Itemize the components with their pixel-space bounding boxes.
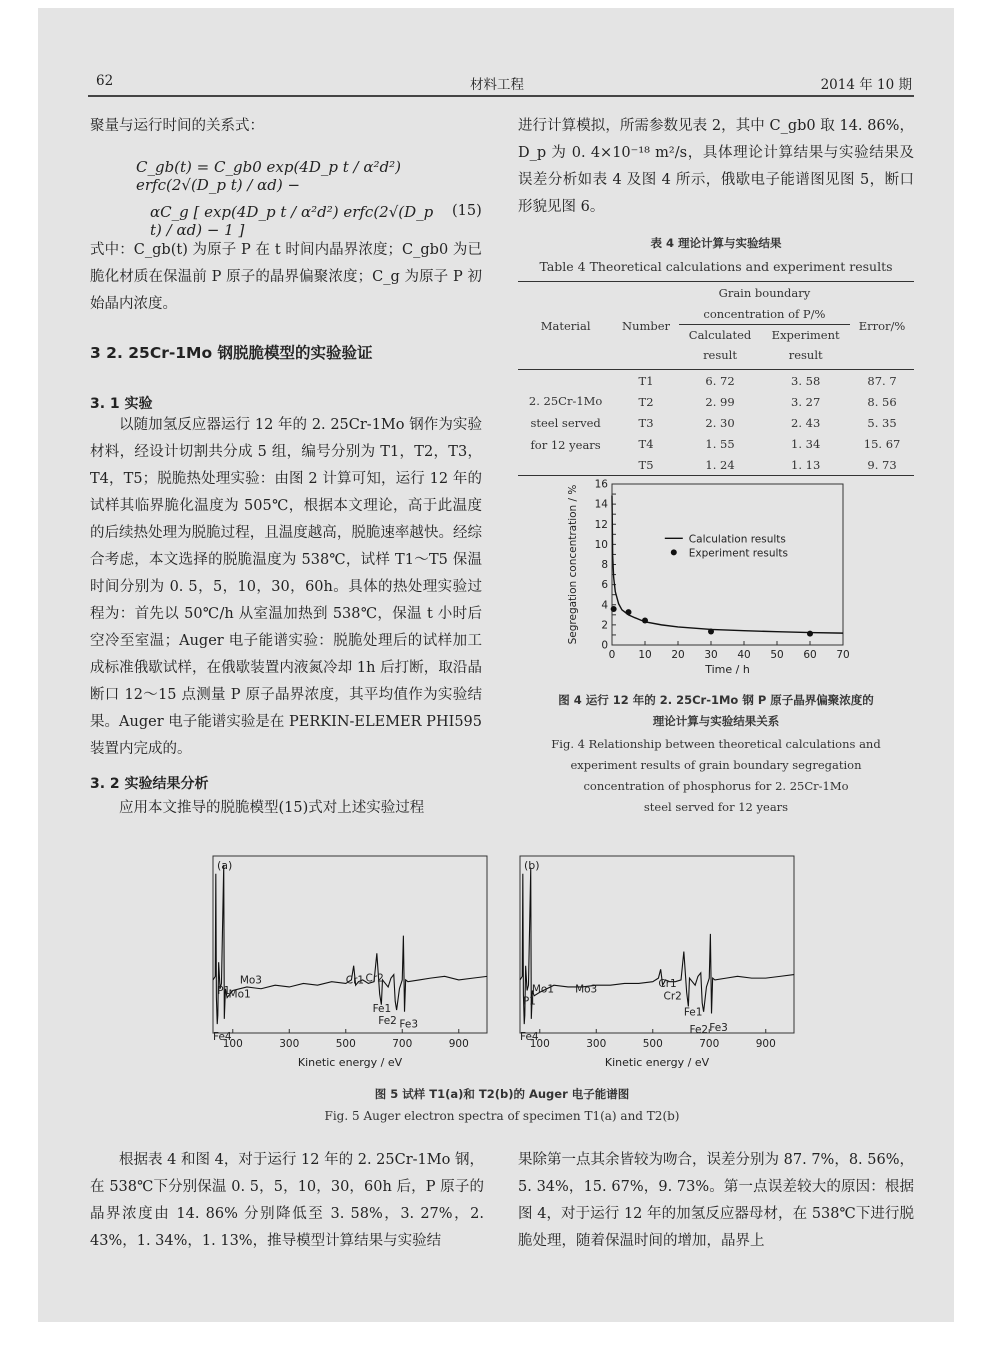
table4-cell-error: 87. 7 — [867, 373, 897, 388]
bottom-left-text: 根据表 4 和图 4，对于运行 12 年的 2. 25Cr-1Mo 钢，在 538℃下分别保温 0. 5，5，10，30，60h 后，P 原子的晶界浓度由 14. 86% 分别降低至 3. 58%，3. 27%，2. 43%，1. 34%，1. 13%，推导模型计算结果与实验结 — [90, 1152, 484, 1249]
table4-cell-exp: 2. 43 — [791, 415, 821, 430]
equation-15-line2: αC_g [ exp(4D_p t / α²d²) erfc(2√(D_p t) / αd) − 1 ] — [150, 203, 434, 239]
x-tick-label: 900 — [448, 1038, 469, 1050]
y-tick-label: 14 — [594, 498, 608, 511]
spectrum-frame — [520, 856, 794, 1033]
peak-label-fe3: Fe3 — [709, 1022, 728, 1035]
bottom-right-text: 果除第一点其余皆较为吻合，误差分别为 87. 7%，8. 56%，5. 34%，15. 67%，9. 73%。第一点误差较大的原因：根据图 4，对于运行 12 年的加氢反应器母材，在 538℃下进行脱脆处理，随着保温时间的增加，晶界上 — [518, 1152, 914, 1249]
table4-cell-calc: 2. 30 — [705, 415, 735, 430]
table4-header-number: Number — [622, 318, 671, 333]
table4-cell-exp: 1. 34 — [791, 436, 821, 451]
table4-header-calc-line1: Calculated — [688, 328, 752, 342]
x-tick-label: 100 — [529, 1038, 550, 1050]
peak-label-mo1: Mo1 — [531, 983, 555, 996]
x-tick-label: 300 — [279, 1038, 300, 1050]
fig4-caption-cn-1: 图 4 运行 12 年的 2. 25Cr-1Mo 钢 P 原子晶界偏聚浓度的 — [558, 693, 874, 707]
legend-dot-swatch — [671, 549, 677, 555]
table4-cell-calc: 1. 24 — [705, 457, 735, 472]
table4-cell-calc: 2. 99 — [705, 394, 735, 409]
table4-header-exp-line2: result — [788, 348, 823, 362]
peak-label-p1: P1 — [217, 985, 231, 998]
spectrum-frame — [213, 856, 487, 1033]
legend-calculation-label: Calculation results — [688, 533, 786, 546]
equation-intro: 聚量与运行时间的关系式： — [90, 118, 264, 134]
peak-label-mo1: Mo1 — [228, 988, 251, 1001]
equation-definition: 式中：C_gb(t) 为原子 P 在 t 时间内晶界浓度；C_gb0 为已脆化材质在保温前 P 原子的晶界偏聚浓度；C_g 为原子 P 初始晶内浓度。 — [90, 242, 482, 312]
table4-cell-number: T4 — [638, 436, 654, 451]
table4-cell-exp: 3. 58 — [791, 373, 821, 388]
table4-header-exp — [761, 325, 850, 370]
peak-label-cr1: Cr1 — [658, 977, 677, 990]
table4-header-gb-line1: Grain boundary — [718, 285, 811, 300]
x-tick-label: 70 — [836, 649, 850, 661]
table4-cell-calc: 1. 55 — [705, 436, 735, 451]
x-axis-label: Time / h — [705, 663, 750, 676]
table4-header-calc — [679, 325, 761, 370]
x-tick-label: 500 — [335, 1038, 356, 1050]
y-tick-label: 4 — [601, 599, 608, 612]
section-3-1-text: 以随加氢反应器运行 12 年的 2. 25Cr-1Mo 钢作为实验材料，经设计切割共分成 5 组，编号分别为 T1，T2，T3，T4，T5；脱脆热处理实验：由图 2 计算可知，运行 12 年的试样其临界脆化温度为 505℃，根据本文理论，高于此温度的后续热处理为脱脆过程，且温度越高，脱脆速率越快。经综合考虑，本文选择的脱脆温度为 538℃，试样 T1～T5 保温时间分别为 0. 5，5，10，30，60h。具体的热处理实验过程为：首先以 50℃/h 从室温加热到 538℃，保温 t 小时后空冷至室温；Auger 电子能谱实验：脱脆处理后的试样加工成标准俄歇试样，在俄歇装置内液氮冷却 1h 后打断，取沿晶断口 12～15 点测量 P 原子晶界浓度，其平均值作为实验结果。Auger 电子能谱实验是在 PERKIN-ELEMER PHI595 装置内完成的。 — [90, 417, 482, 757]
page-number: 62 — [96, 73, 114, 89]
peak-label-mo3: Mo3 — [575, 983, 598, 996]
fig4-caption-cn-2: 理论计算与实验结果关系 — [652, 714, 780, 728]
table4-cell-exp: 1. 13 — [791, 457, 821, 472]
peak-label-fe4: Fe4 — [213, 1031, 232, 1044]
x-tick-label: 30 — [704, 649, 718, 661]
y-axis-label: Segregation concentration / % — [567, 484, 579, 645]
header-rule — [88, 95, 914, 97]
peak-label-cr1: Cr1 — [345, 974, 365, 987]
x-tick-label: 700 — [392, 1038, 413, 1050]
fig5-caption-en: Fig. 5 Auger electron spectra of specimen T1(a) and T2(b) — [324, 1109, 680, 1123]
fig4-caption-en-1: Fig. 4 Relationship between theoretical calculations and — [551, 737, 881, 751]
spectrum-line — [213, 865, 487, 1024]
peak-label-fe1: Fe1 — [372, 1002, 392, 1015]
experiment-point — [642, 618, 648, 624]
y-tick-label: 2 — [601, 619, 608, 632]
peak-label-mo3: Mo3 — [239, 974, 263, 987]
x-tick-label: 60 — [803, 649, 817, 661]
section-3-1-heading: 3. 1 实验 — [90, 396, 153, 412]
table4-cell-error: 8. 56 — [867, 394, 897, 409]
x-tick-label: 40 — [737, 649, 751, 661]
fig4-chart — [560, 472, 860, 687]
issue-date: 2014 年 10 期 — [820, 77, 912, 93]
x-tick-label: 10 — [638, 649, 652, 661]
table4-title-cn: 表 4 理论计算与实验结果 — [650, 236, 782, 250]
fig4-caption-en-4: steel served for 12 years — [643, 800, 789, 814]
table-row — [518, 370, 914, 392]
table4-cell-calc: 6. 72 — [705, 373, 735, 388]
journal-name: 材料工程 — [470, 77, 524, 93]
peak-label-cr2: Cr2 — [365, 972, 384, 985]
table4-header-gb-line2: concentration of P/% — [679, 303, 850, 325]
right-top-text: 进行计算模拟，所需参数见表 2，其中 C_gb0 取 14. 86%，D_p 为 0. 4×10⁻¹⁸ m²/s，具体理论计算结果与实验结果及误差分析如表 4 及图 4 所示，俄歇电子能谱图见图 5，断口形貌见图 6。 — [518, 118, 914, 215]
spectrum-line — [520, 868, 794, 1024]
fig4-caption-en-2: experiment results of grain boundary segregation — [570, 758, 862, 772]
x-axis-label: Kinetic energy / eV — [604, 1056, 710, 1069]
x-tick-label: 500 — [642, 1038, 663, 1050]
peak-label-fe1: Fe1 — [683, 1006, 703, 1019]
peak-label-cr2: Cr2 — [663, 990, 682, 1003]
table4-material-line1: 2. 25Cr-1Mo — [528, 393, 603, 408]
table4-header-error: Error/% — [858, 318, 906, 333]
table4-material-cell — [518, 370, 613, 476]
peak-label-fe2: Fe2 — [378, 1015, 397, 1028]
equation-15-line1: C_gb(t) = C_gb0 exp(4D_p t / α²d²) erfc(2√(D_p t) / αd) − — [136, 158, 401, 194]
table4-material-line3: for 12 years — [530, 437, 601, 452]
peak-label-fe3: Fe3 — [399, 1018, 419, 1031]
fig5-caption-cn: 图 5 试样 T1(a)和 T2(b)的 Auger 电子能谱图 — [374, 1087, 630, 1101]
table4-cell-error: 5. 35 — [867, 415, 897, 430]
x-tick-label: 700 — [699, 1038, 720, 1050]
peak-label-fe2: Fe2 — [689, 1024, 709, 1036]
y-tick-label: 6 — [601, 579, 608, 592]
x-axis-label: Kinetic energy / eV — [297, 1056, 403, 1069]
y-tick-label: 8 — [601, 559, 608, 571]
table4-cell-number: T5 — [638, 457, 654, 472]
section-3-heading: 3 2. 25Cr-1Mo 钢脱脆模型的实验验证 — [90, 344, 373, 362]
x-tick-label: 100 — [222, 1038, 243, 1050]
panel-label: (a) — [217, 859, 233, 872]
table4-material-line2: steel served — [530, 415, 601, 430]
table-4 — [518, 281, 914, 476]
table4-cell-exp: 3. 27 — [791, 394, 821, 409]
panel-label: (b) — [524, 859, 540, 872]
peak-label-p1: P1 — [522, 995, 536, 1008]
x-tick-label: 20 — [671, 649, 685, 661]
experiment-point — [708, 629, 714, 635]
fig5b-spectrum — [512, 848, 802, 1080]
section-3-2-text: 应用本文推导的脱脆模型(15)式对上述实验过程 — [119, 800, 425, 816]
y-tick-label: 16 — [594, 478, 608, 491]
table4-cell-number: T2 — [638, 394, 654, 409]
x-tick-label: 0 — [608, 649, 616, 661]
table4-header-calc-line2: result — [703, 348, 737, 362]
x-tick-label: 900 — [755, 1038, 776, 1050]
experiment-point — [807, 631, 813, 637]
experiment-point — [611, 606, 617, 612]
table4-cell-error: 15. 67 — [863, 436, 901, 451]
legend-experiment-label: Experiment results — [688, 547, 788, 560]
experiment-point — [626, 609, 632, 615]
fig5a-spectrum — [205, 848, 495, 1080]
peak-label-fe4: Fe4 — [520, 1031, 539, 1044]
table4-cell-number: T1 — [638, 373, 654, 388]
table4-title-en: Table 4 Theoretical calculations and experiment results — [539, 259, 893, 274]
table4-cell-error: 9. 73 — [867, 457, 897, 472]
equation-number: (15) — [452, 203, 482, 219]
table4-cell-number: T3 — [638, 415, 654, 430]
x-tick-label: 50 — [770, 649, 784, 661]
table4-header-exp-line1: Experiment — [771, 328, 840, 342]
y-tick-label: 12 — [594, 518, 608, 531]
table4-header-material: Material — [540, 318, 591, 333]
fig4-caption-en-3: concentration of phosphorus for 2. 25Cr-1Mo — [583, 779, 849, 793]
y-tick-label: 10 — [594, 538, 608, 551]
y-tick-label: 0 — [601, 639, 608, 652]
x-tick-label: 300 — [586, 1038, 607, 1050]
calculation-curve — [612, 495, 843, 633]
section-3-2-heading: 3. 2 实验结果分析 — [90, 776, 209, 792]
